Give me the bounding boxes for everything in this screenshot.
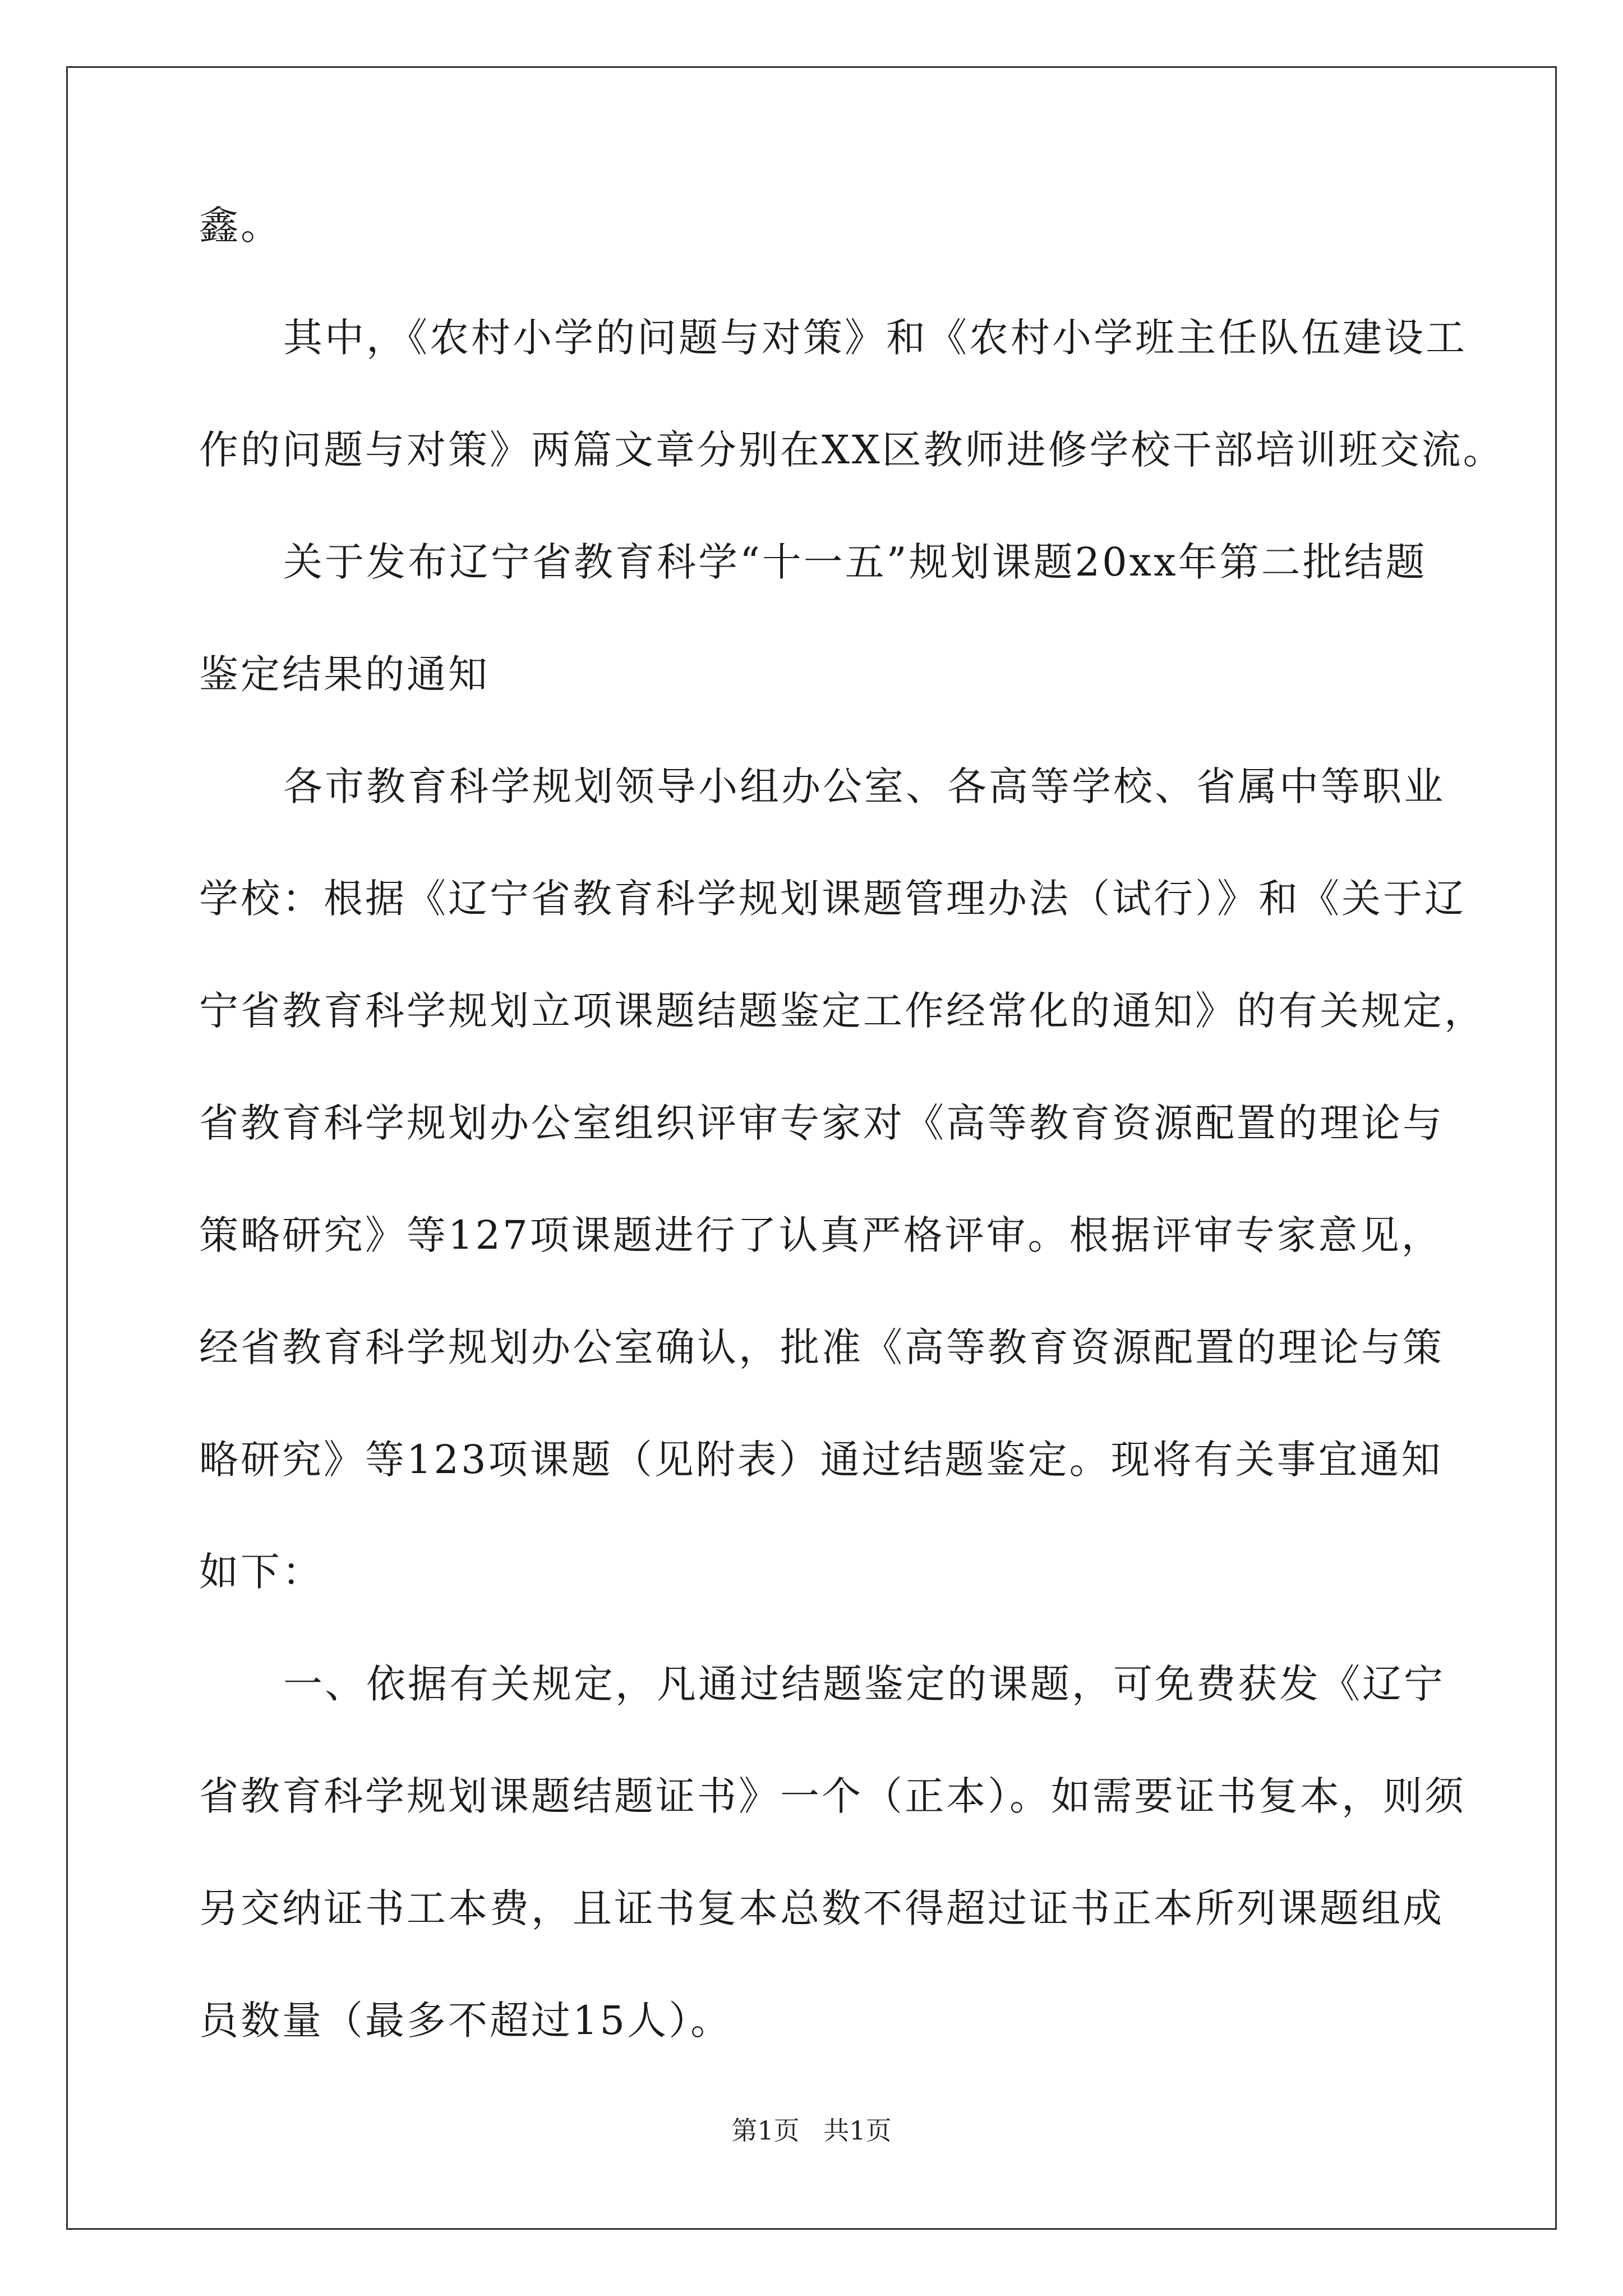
page-number-current: 第1页 — [731, 2115, 800, 2146]
text-line: 经省教育科学规划办公室确认，批准《高等教育资源配置的理论与策 — [199, 1324, 1444, 1370]
text-line: 鑫。 — [199, 203, 282, 249]
text-line: 各市教育科学规划领导小组办公室、各高等学校、省属中等职业 — [283, 763, 1445, 809]
text-line: 关于发布辽宁省教育科学“十一五”规划课题20xx年第二批结题 — [283, 539, 1427, 585]
page-number-total: 共1页 — [823, 2115, 892, 2146]
text-line: 策略研究》等127项课题进行了认真严格评审。根据评审专家意见， — [199, 1212, 1443, 1258]
text-line: 其中，《农村小学的问题与对策》和《农村小学班主任队伍建设工 — [283, 315, 1467, 361]
text-line: 员数量（最多不超过15人）。 — [199, 1998, 732, 2044]
text-line: 学校：根据《辽宁省教育科学规划课题管理办法（试行）》和《关于辽 — [199, 876, 1466, 922]
page-footer — [0, 2115, 1623, 2146]
text-line: 省教育科学规划办公室组织评审专家对《高等教育资源配置的理论与 — [199, 1100, 1444, 1146]
text-line: 鉴定结果的通知 — [199, 651, 490, 697]
text-line: 省教育科学规划课题结题证书》一个（正本）。如需要证书复本，则须 — [199, 1773, 1466, 1819]
text-line: 一、依据有关规定，凡通过结题鉴定的课题，可免费获发《辽宁 — [283, 1661, 1445, 1707]
text-line: 另交纳证书工本费，且证书复本总数不得超过证书正本所列课题组成 — [199, 1885, 1444, 1931]
text-line: 略研究》等123项课题（见附表）通过结题鉴定。现将有关事宜通知 — [199, 1437, 1443, 1483]
text-line: 作的问题与对策》两篇文章分别在XX区教师进修学校干部培训班交流。 — [199, 427, 1505, 473]
text-line: 宁省教育科学规划立项课题结题鉴定工作经常化的通知》的有关规定， — [199, 988, 1486, 1034]
text-line: 如下： — [199, 1549, 324, 1595]
